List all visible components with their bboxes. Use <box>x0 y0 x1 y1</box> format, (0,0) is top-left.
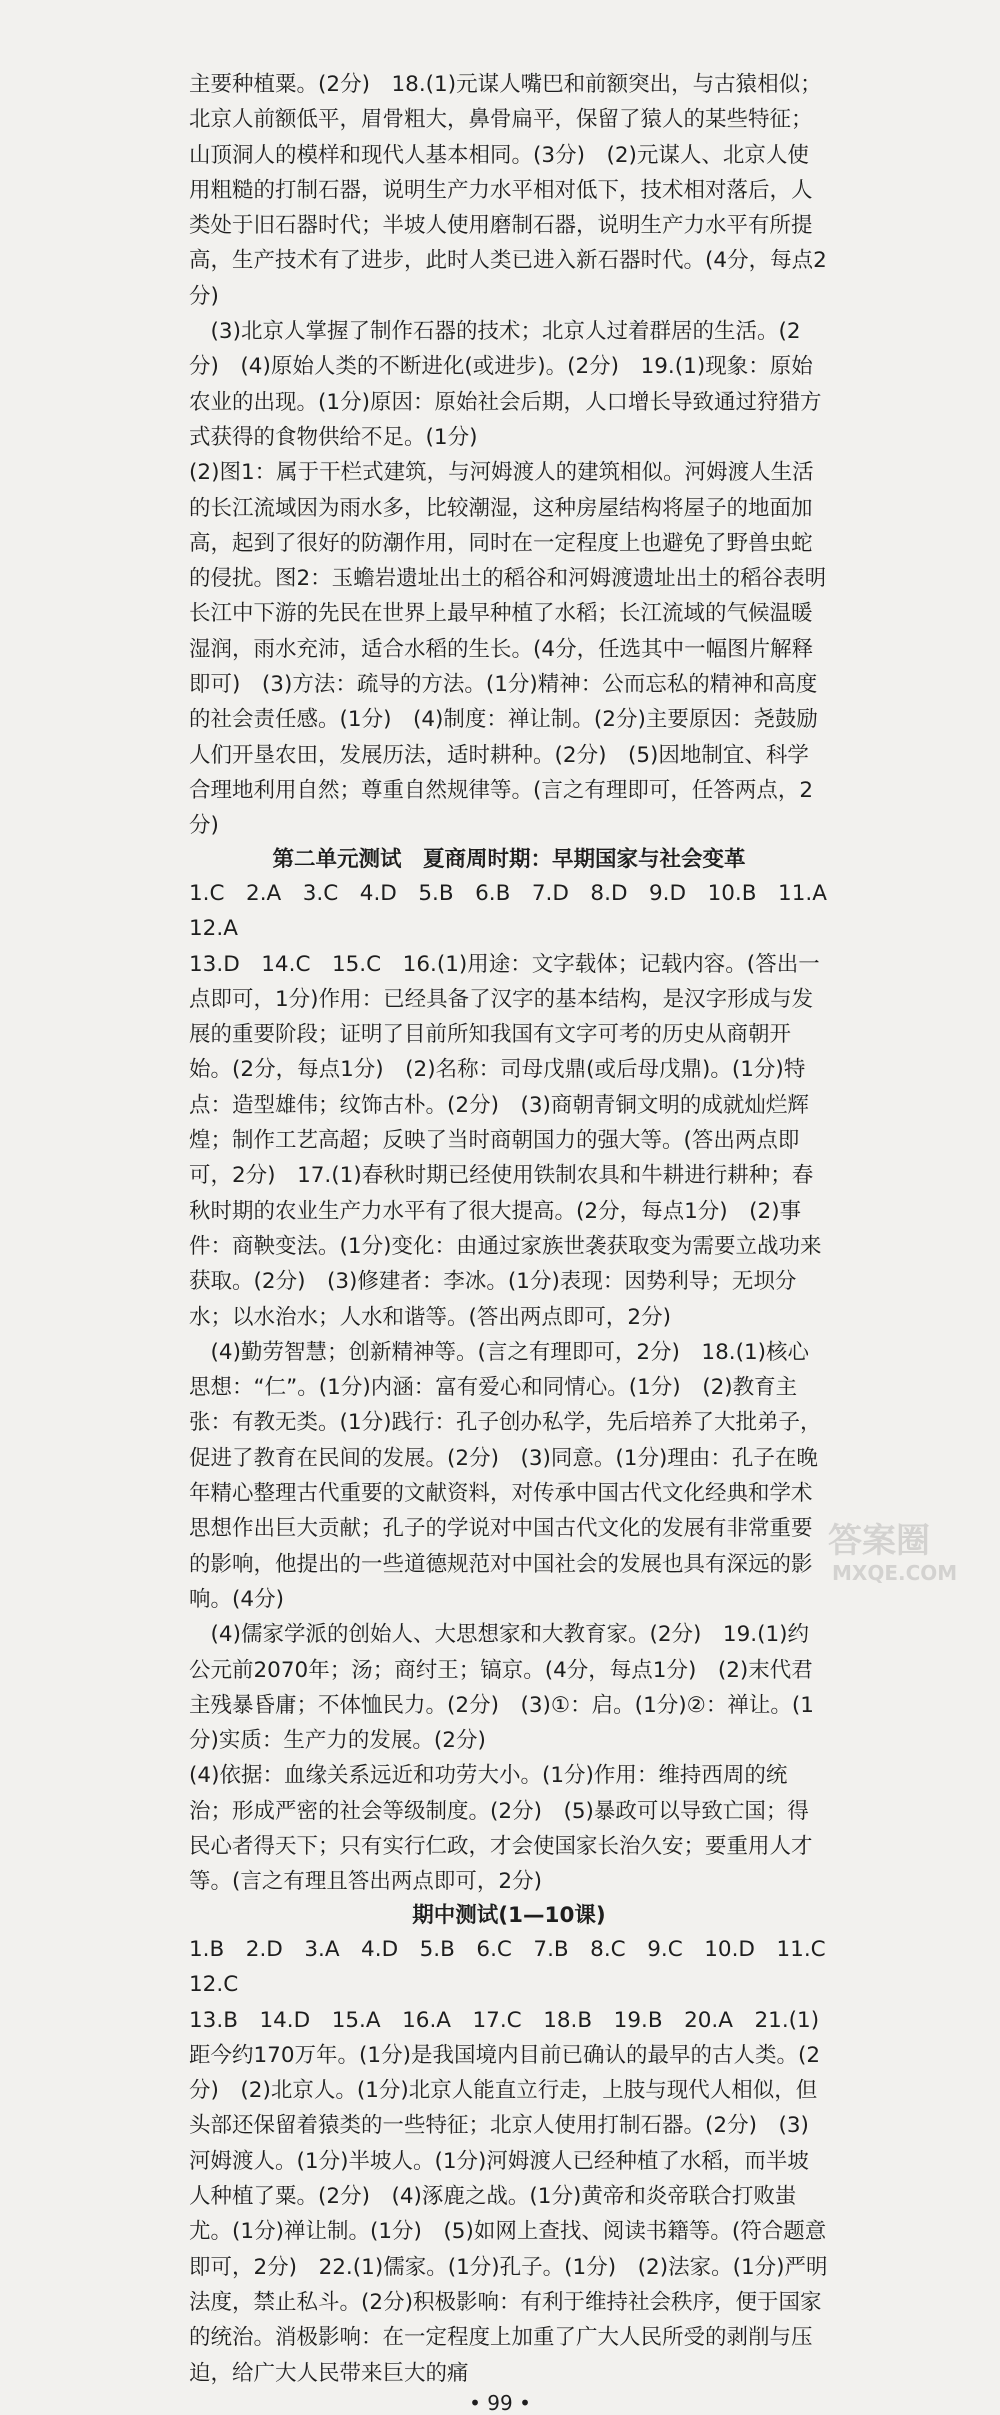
answer-paragraph-unit1-continued: 主要种植粟。(2分) 18.(1)元谋人嘴巴和前额突出，与古猿相似；北京人前额低平，眉骨粗大，鼻骨扁平，保留了猿人的某些特征；山顶洞人的模样和现代人基本相同。(3分) (2)元谋人、北京人使用粗糙的打制石器，说明生产力水平相对低下，技术相对落后，人类处于旧石器时代；半坡人使用磨制石器，说明生产力水平有所提高，生产技术有了进步，此时人类已进入新石器时代。(4分，每点2分) (3)北京人掌握了制作石器的技术；北京人过着群居的生活。(2分) (4)原始人类的不断进化(或进步)。(2分) 19.(1)现象：原始农业的出现。(1分)原因：原始社会后期，人口增长导致通过狩猎方式获得的食物供给不足。(1分) (2)图1：属于干栏式建筑，与河姆渡人的建筑相似。河姆渡人生活的长江流域因为雨水多，比较潮湿，这种房屋结构将屋子的地面加高，起到了很好的防潮作用，同时在一定程度上也避免了野兽虫蛇的侵扰。图2：玉蟾岩遗址出土的稻谷和河姆渡遗址出土的稻谷表明长江中下游的先民在世界上最早种植了水稻；长江流域的气候温暖湿润，雨水充沛，适合水稻的生长。(4分，任选其中一幅图片解释即可) (3)方法：疏导的方法。(1分)精神：公而忘私的精神和高度的社会责任感。(1分) (4)制度：禅让制。(2分)主要原因：尧鼓励人们开垦农田，发展历法，适时耕种。(2分) (5)因地制宜、科学合理地利用自然；尊重自然规律等。(言之有理即可，任答两点，2分) <box>189 72 827 839</box>
answer-paragraph-midterm: 1.B 2.D 3.A 4.D 5.B 6.C 7.B 8.C 9.C 10.D 11.C 12.C 13.B 14.D 15.A 16.A 17.C 18.B 19.B 20.A 21.(1)距今约170万年。(1分)是我国境内目前已确认的最早的古人类。(2分) (2)北京人。(1分)北京人能直立行走，上肢与现代人相似，但头部还保留着猿类的一些特征；北京人使用打制石器。(2分) (3)河姆渡人。(1分)半坡人。(1分)河姆渡人已经种植了水稻，而半坡人种植了粟。(2分) (4)涿鹿之战。(1分)黄帝和炎帝联合打败蚩尤。(1分)禅让制。(1分) (5)如网上查找、阅读书籍等。(符合题意即可，2分) 22.(1)儒家。(1分)孔子。(1分) (2)法家。(1分)严明法度，禁止私斗。(2分)积极影响：有利于维持社会秩序，便于国家的统治。消极影响：在一定程度上加重了广大人民所受的剥削与压迫，给广大人民带来巨大的痛 <box>189 1937 828 2386</box>
watermark-chinese-text: 答案圈 <box>828 1521 930 1561</box>
site-watermark-logo <box>818 1512 974 1586</box>
answer-paragraph-unit2: 1.C 2.A 3.C 4.D 5.B 6.B 7.D 8.D 9.D 10.B 11.A 12.A 13.D 14.C 15.C 16.(1)用途：文字载体；记载内容。(答出一点即可，1分)作用：已经具备了汉字的基本结构，是汉字形成与发展的重要阶段；证明了目前所知我国有文字可考的历史从商朝开始。(2分，每点1分) (2)名称：司母戊鼎(或后母戊鼎)。(1分)特点：造型雄伟；纹饰古朴。(2分) (3)商朝青铜文明的成就灿烂辉煌；制作工艺高超；反映了当时商朝国力的强大等。(答出两点即可，2分) 17.(1)春秋时期已经使用铁制农具和牛耕进行耕种；春秋时期的农业生产力水平有了很大提高。(2分，每点1分) (2)事件：商鞅变法。(1分)变化：由通过家族世袭获取变为需要立战功来获取。(2分) (3)修建者：李冰。(1分)表现：因势利导；无坝分水；以水治水；人水和谐等。(答出两点即可，2分) (4)勤劳智慧；创新精神等。(言之有理即可，2分) 18.(1)核心思想：“仁”。(1分)内涵：富有爱心和同情心。(1分) (2)教育主张：有教无类。(1分)践行：孔子创办私学，先后培养了大批弟子，促进了教育在民间的发展。(2分) (3)同意。(1分)理由：孔子在晚年精心整理古代重要的文献资料，对传承中国古代文化经典和学术思想作出巨大贡献；孔子的学说对中国古代文化的发展有非常重要的影响，他提出的一些道德规范对中国社会的发展也具有深远的影响。(4分) (4)儒家学派的创始人、大思想家和大教育家。(2分) 19.(1)约公元前2070年；汤；商纣王；镐京。(4分，每点1分) (2)末代君主残暴昏庸；不体恤民力。(2分) (3)①：启。(1分)②：禅让。(1分)实质：生产力的发展。(2分) (4)依据：血缘关系远近和功劳大小。(1分)作用：维持西周的统治；形成严密的社会等级制度。(2分) (5)暴政可以导致亡国；得民心者得天下；只有实行仁政，才会使国家长治久安；要重用人才等。(言之有理且答出两点即可，2分) <box>189 881 827 1895</box>
section-heading-unit2-test: 第二单元测试 夏商周时期：早期国家与社会变革 <box>272 847 746 872</box>
page-number: • 99 • <box>469 2391 531 2415</box>
section-heading-midterm-test: 期中测试(1—10课) <box>412 1903 606 1928</box>
watermark-url-text: MXQE.COM <box>832 1561 958 1585</box>
